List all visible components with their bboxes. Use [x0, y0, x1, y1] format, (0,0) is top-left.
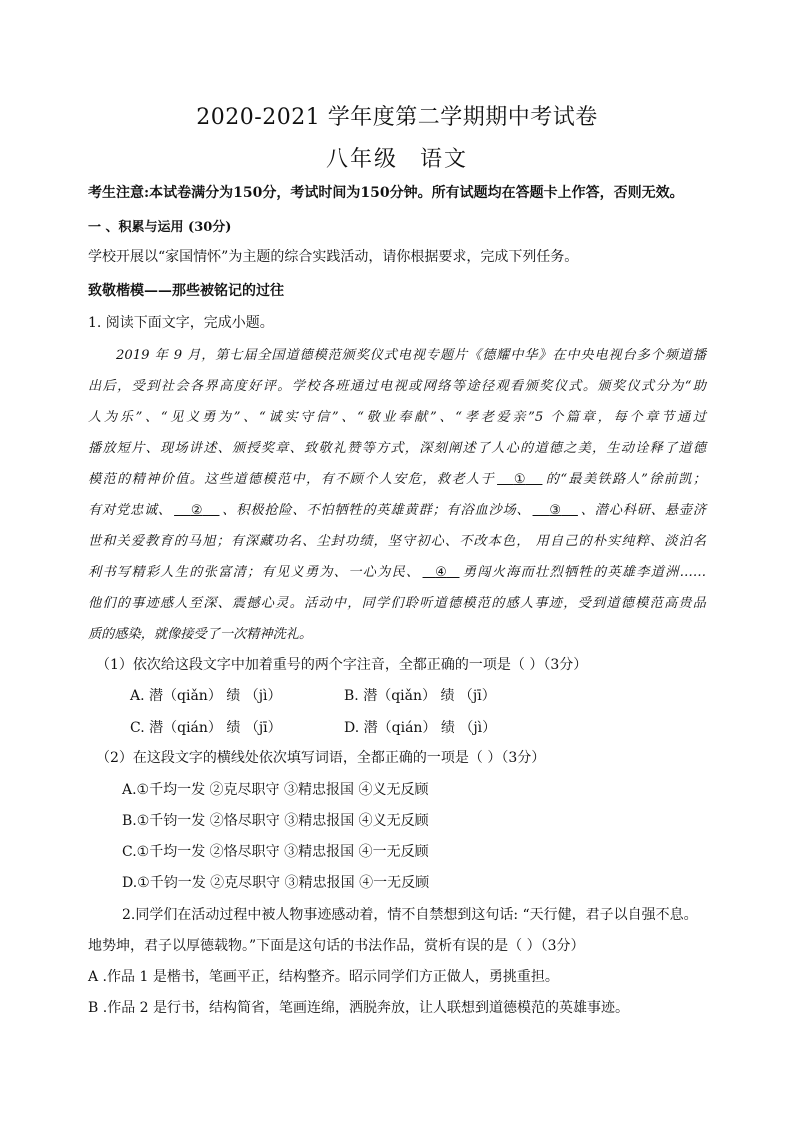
- passage-line-4: 播放短片、现场讲述、颁授奖章、致敬礼赞等方式，深刻阐述了人心的道德之美，生动诠释了道德: [88, 441, 706, 456]
- q1-2-option-c: C.①千均一发 ②恪尽职守 ③精忠报国 ④一无反顾: [122, 844, 429, 860]
- q1-2-option-d: D.①千钧一发 ②克尽职守 ③精忠报国 ④一无反顾: [122, 875, 430, 891]
- q2-option-a: A .作品 1 是楷书，笔画平正，结构整齐。昭示同学们方正做人，勇挑重担。: [88, 969, 559, 985]
- subject-label: 语文: [420, 147, 469, 172]
- exam-notice: 考生注意:本试卷满分为150分，考试时间为150分钟。所有试题均在答题卡上作答，否则无效。: [88, 185, 684, 201]
- q1-1-option-b: B. 潜（qiǎn） 绩 （jī）: [344, 688, 496, 704]
- question-1-2-prompt: （2）在这段文字的横线处依次填写词语，全都正确的一项是（ ）（3分）: [96, 750, 546, 766]
- question-2-prompt-line-1: 2.同学们在活动过程中被人物事迹感动着，情不自禁想到这句话: “天行健，君子以自强不息。: [122, 907, 698, 923]
- blank-2: ②: [190, 503, 203, 518]
- passage-line-10: 质的感染，就像接受了一次精神洗礼。: [88, 627, 313, 642]
- passage-line-1: 2019 年 9 月，第七届全国道德模范颁奖仪式电视专题片《德耀中华》在中央电视台多个频道播: [116, 348, 706, 363]
- task-title: 致敬楷模——那些被铭记的过往: [88, 283, 284, 299]
- passage-line-7: 世和关爱教育的马旭；有深藏功名、尘封功绩，坚守初心、不改本色， 用自己的朴实纯粹、淡泊名: [88, 534, 706, 549]
- passage-line-8: 利书写精彩人生的张富清；有见义勇为、一心为民、 ④ 勇闯火海而壮烈牺牲的英雄李道洲……: [88, 557, 706, 588]
- exam-subtitle: [0, 142, 794, 173]
- question-2-prompt-line-2: 地势坤，君子以厚德载物。”下面是这句话的书法作品，赏析有误的是（ ）（3分）: [88, 938, 585, 954]
- blank-1: ①: [513, 472, 526, 487]
- blank-4: ④: [435, 565, 447, 580]
- blank-3: ③: [549, 503, 562, 518]
- section-intro: 学校开展以“家国情怀”为主题的综合实践活动，请你根据要求，完成下列任务。: [88, 249, 579, 265]
- exam-title: 2020-2021 学年度第二学期期中考试卷: [196, 105, 598, 130]
- passage-line-5: 模范的精神价值。这些道德模范中，有不顾个人安危，救老人于 ① 的“最美铁路人”徐前凯；: [88, 464, 706, 495]
- q1-2-option-b: B.①千钧一发 ②恪尽职守 ③精忠报国 ④义无反顾: [122, 813, 429, 829]
- grade-label: 八年级: [325, 147, 398, 172]
- question-1-1-prompt: （1）依次给这段文字中加着重号的两个字注音，全都正确的一项是（ ）（3分）: [96, 657, 588, 673]
- q1-1-option-a: A. 潜（qiǎn） 绩 （jì）: [130, 688, 282, 704]
- section-heading: 一 、积累与运用 (30分): [88, 220, 232, 235]
- q1-1-option-c: C. 潜（qián） 绩 （jī）: [130, 720, 282, 736]
- passage-line-6: 有对党忠诚、 ② 、积极抢险、不怕牺牲的英雄黄群；有浴血沙场、 ③ 、潜心科研、悬壶济: [88, 495, 706, 526]
- q2-option-b: B .作品 2 是行书，结构简省，笔画连绵，洒脱奔放，让人联想到道德模范的英雄事迹。: [88, 1000, 629, 1016]
- q1-2-option-a: A.①千均一发 ②克尽职守 ③精忠报国 ④义无反顾: [122, 782, 429, 798]
- passage-line-9: 他们的事迹感人至深、震撼心灵。活动中，同学们聆听道德模范的感人事迹，受到道德模范高贵品: [88, 596, 706, 611]
- question-1-prompt: 1. 阅读下面文字，完成小题。: [88, 315, 274, 331]
- reading-passage: [88, 340, 706, 650]
- passage-line-3: 人为乐”、“见义勇为”、“诚实守信”、“敬业奉献”、“孝老爱亲”5 个篇章，每个章节通过: [88, 410, 706, 425]
- q1-1-option-d: D. 潜（qián） 绩 （jì）: [344, 720, 497, 736]
- passage-line-2: 出后，受到社会各界高度好评。学校各班通过电视或网络等途径观看颁奖仪式。颁奖仪式分为“助: [88, 379, 706, 394]
